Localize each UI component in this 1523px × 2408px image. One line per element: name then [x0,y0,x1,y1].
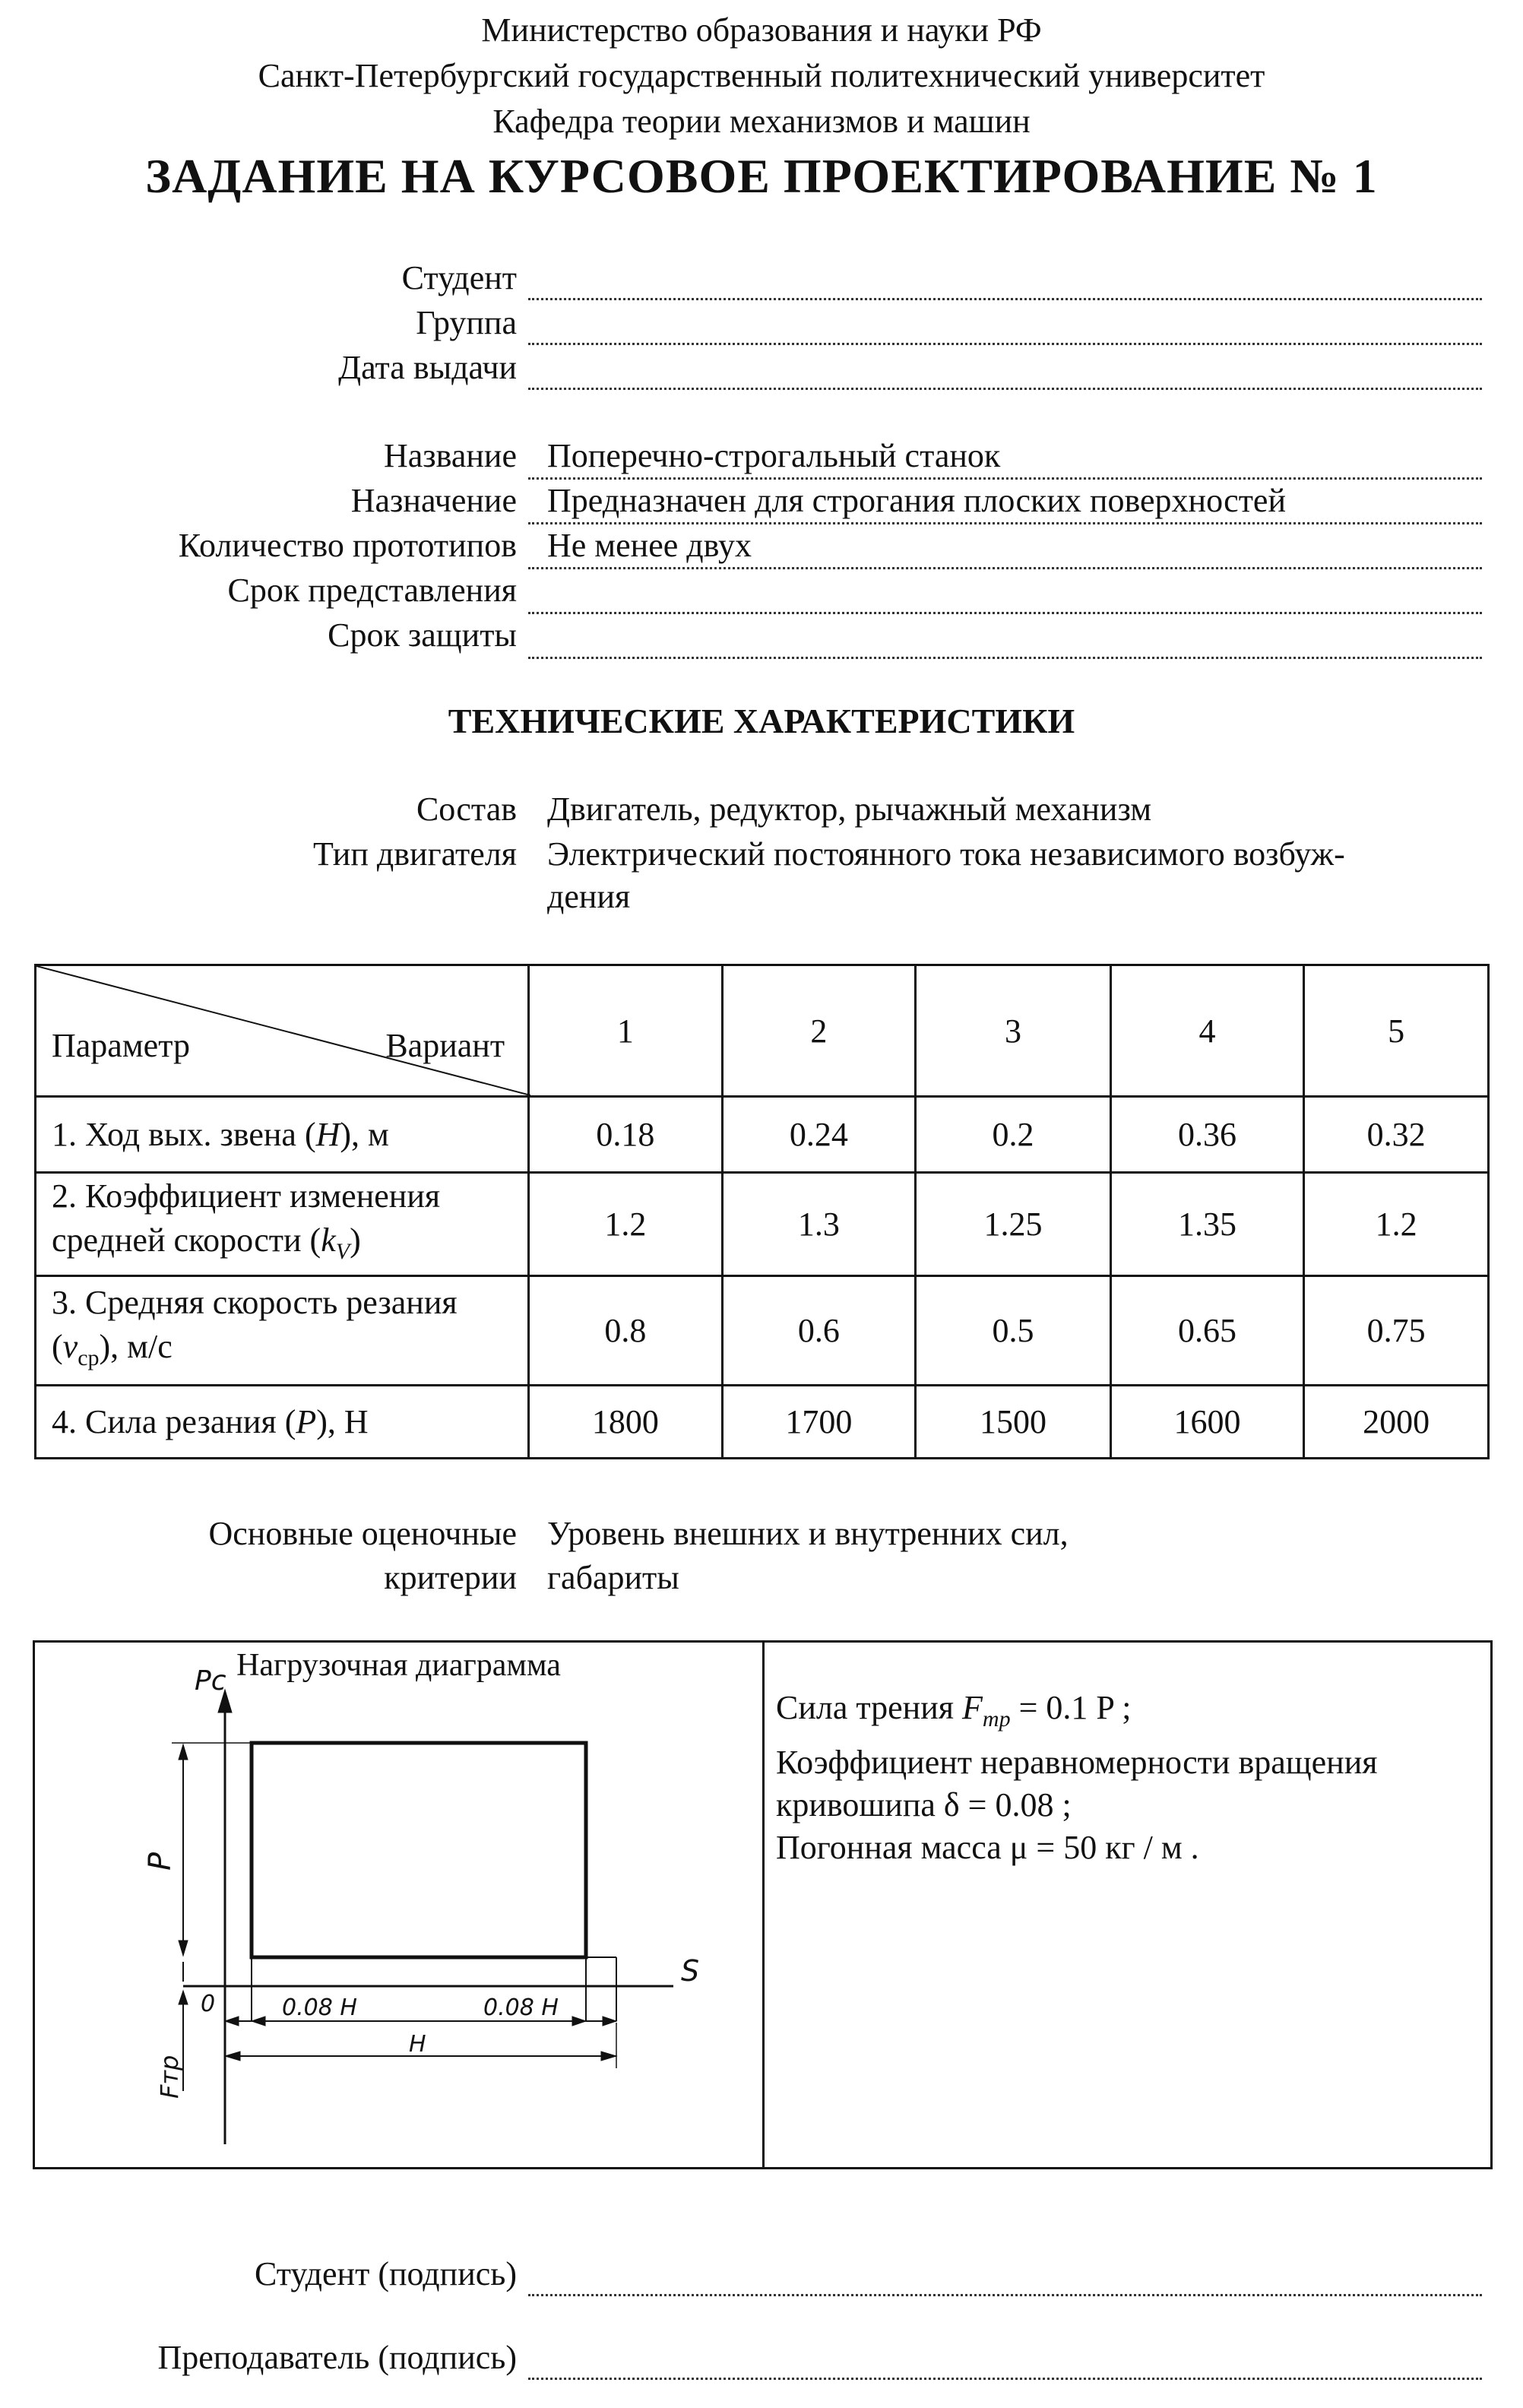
table-cell: 0.65 [1110,1276,1304,1386]
table-cell: 0.36 [1110,1097,1304,1173]
variant-header: 3 [916,965,1111,1097]
submit-deadline-label: Срок представления [227,572,517,609]
friction-note [776,1687,1131,1741]
teacher-signature-label: Преподаватель (подпись) [157,2339,517,2376]
prototypes-value: Не менее двух [547,527,752,564]
load-diagram-box [33,1640,1493,2169]
criteria-label-line1: Основные оценочные [208,1515,517,1552]
ministry-line: Министерство образования и науки РФ [481,11,1042,49]
table-row [36,1386,1489,1459]
table-cell: 1700 [722,1386,916,1459]
box-divider [762,1643,765,2167]
variant-header: 4 [1110,965,1304,1097]
param-name-text: 3. Средняя скорость резания [52,1284,458,1321]
motor-label: Тип двигателя [313,835,517,873]
param-name-text: 4. Сила резания ( [52,1402,296,1440]
label-008h-left: 0.08 H [282,1995,357,2021]
criteria-value-line2: габариты [547,1559,679,1596]
table-row [36,1097,1489,1173]
table-header-row [36,965,1489,1097]
load-diagram-title: Нагрузочная диаграмма [236,1648,561,1683]
table-cell: 0.24 [722,1097,916,1173]
table-row [36,1173,1489,1276]
coef-note-line2: кривошипа δ = 0.08 ; [776,1786,1072,1823]
label-origin: 0 [201,1991,216,2017]
friction-text: Сила трения [776,1689,963,1726]
axis-label-pc: Pc [195,1665,226,1697]
table-cell: 1500 [916,1386,1111,1459]
table-cell: 0.75 [1304,1276,1489,1386]
mass-note: Погонная масса μ = 50 кг / м . [776,1829,1199,1866]
label-h: H [409,2031,426,2058]
param-name [36,1386,529,1459]
param-name-text: 2. Коэффициент изменения [52,1177,441,1215]
table-row [36,1276,1489,1386]
composition-label: Состав [416,791,517,828]
variant-header: 2 [722,965,916,1097]
label-p: P [143,1852,178,1871]
table-cell: 2000 [1304,1386,1489,1459]
composition-value: Двигатель, редуктор, рычажный механизм [547,791,1152,828]
prototypes-field-line [528,567,1482,569]
load-diagram [35,1643,761,2167]
axis-label-s: S [681,1954,700,1988]
criteria-label-line2: критерии [384,1559,517,1596]
table-cell: 0.2 [916,1097,1111,1173]
param-subscript: V [335,1239,350,1264]
friction-formula: = 0.1 P ; [1018,1689,1132,1726]
student-signature-label: Студент (подпись) [255,2255,517,2292]
param-symbol: P [296,1402,317,1440]
tech-section-title: ТЕХНИЧЕСКИЕ ХАРАКТЕРИСТИКИ [448,702,1075,740]
prototypes-label: Количество прототипов [178,527,517,564]
criteria-value-line1: Уровень внешних и внутренних сил, [547,1515,1069,1552]
table-cell: 1.2 [529,1173,723,1276]
param-name-text: средней скорости ( [52,1221,321,1259]
param-name-text: 1. Ход вых. звена ( [52,1115,316,1153]
submit-deadline-field[interactable] [528,612,1482,614]
student-signature-field[interactable] [528,2294,1482,2296]
defense-deadline-field[interactable] [528,657,1482,659]
variant-header: 1 [529,965,723,1097]
param-name: 3. Средняя скорость резания $(v_{ср})$, м/с [36,1276,529,1386]
university-line: Санкт-Петербургский государственный политехнический университет [258,57,1265,94]
table-cell: 1800 [529,1386,723,1459]
friction-symbol: $F_{тр}$ [962,1689,1011,1732]
purpose-value: Предназначен для строгания плоских поверхностей [547,482,1286,519]
corner-cell [36,965,529,1097]
date-field[interactable] [528,388,1482,390]
table-cell: 0.5 [916,1276,1111,1386]
motor-value-line2: дения [547,878,631,915]
param-subscript: ср [78,1345,100,1370]
coef-note-line1: Коэффициент неравномерности вращения [776,1744,1378,1781]
param-symbol: k [321,1221,336,1259]
department-line: Кафедра теории механизмов и машин [492,103,1031,140]
label-ftr: Fтр [155,2055,184,2099]
table-cell: 0.8 [529,1276,723,1386]
table-cell: 1.35 [1110,1173,1304,1276]
table-cell: 1.2 [1304,1173,1489,1276]
table-cell: 0.6 [722,1276,916,1386]
param-symbol: H [315,1115,340,1153]
table-cell: 1.3 [722,1173,916,1276]
param-unit: ) [350,1221,361,1259]
param-name [36,1173,529,1276]
table-cell: 0.18 [529,1097,723,1173]
motor-value-line1: Электрический постоянного тока независимого возбуж- [547,835,1345,873]
param-unit: ), Н [316,1402,369,1440]
name-label: Название [383,437,517,474]
corner-param-label: Параметр [52,1027,190,1064]
table-cell: 1600 [1110,1386,1304,1459]
group-label: Группа [416,304,517,341]
table-cell: 0.32 [1304,1097,1489,1173]
defense-deadline-label: Срок защиты [328,616,517,654]
corner-variant-label: Вариант [385,1027,505,1064]
student-field[interactable] [528,298,1482,300]
label-008h-right: 0.08 H [483,1995,559,2021]
page-title: ЗАДАНИЕ НА КУРСОВОЕ ПРОЕКТИРОВАНИЕ № 1 [145,149,1378,203]
param-symbol: v [62,1328,78,1365]
name-value: Поперечно-строгальный станок [547,437,1001,474]
param-name [36,1097,529,1173]
date-label: Дата выдачи [338,349,517,386]
variant-header: 5 [1304,965,1489,1097]
parameters-table [34,964,1490,1459]
param-unit: ), м [340,1115,389,1153]
group-field[interactable] [528,343,1482,345]
purpose-label: Назначение [350,482,517,519]
table-cell: 1.25 [916,1173,1111,1276]
student-label: Студент [401,259,517,296]
param-unit: ), м/с [99,1328,173,1365]
teacher-signature-field[interactable] [528,2378,1482,2380]
